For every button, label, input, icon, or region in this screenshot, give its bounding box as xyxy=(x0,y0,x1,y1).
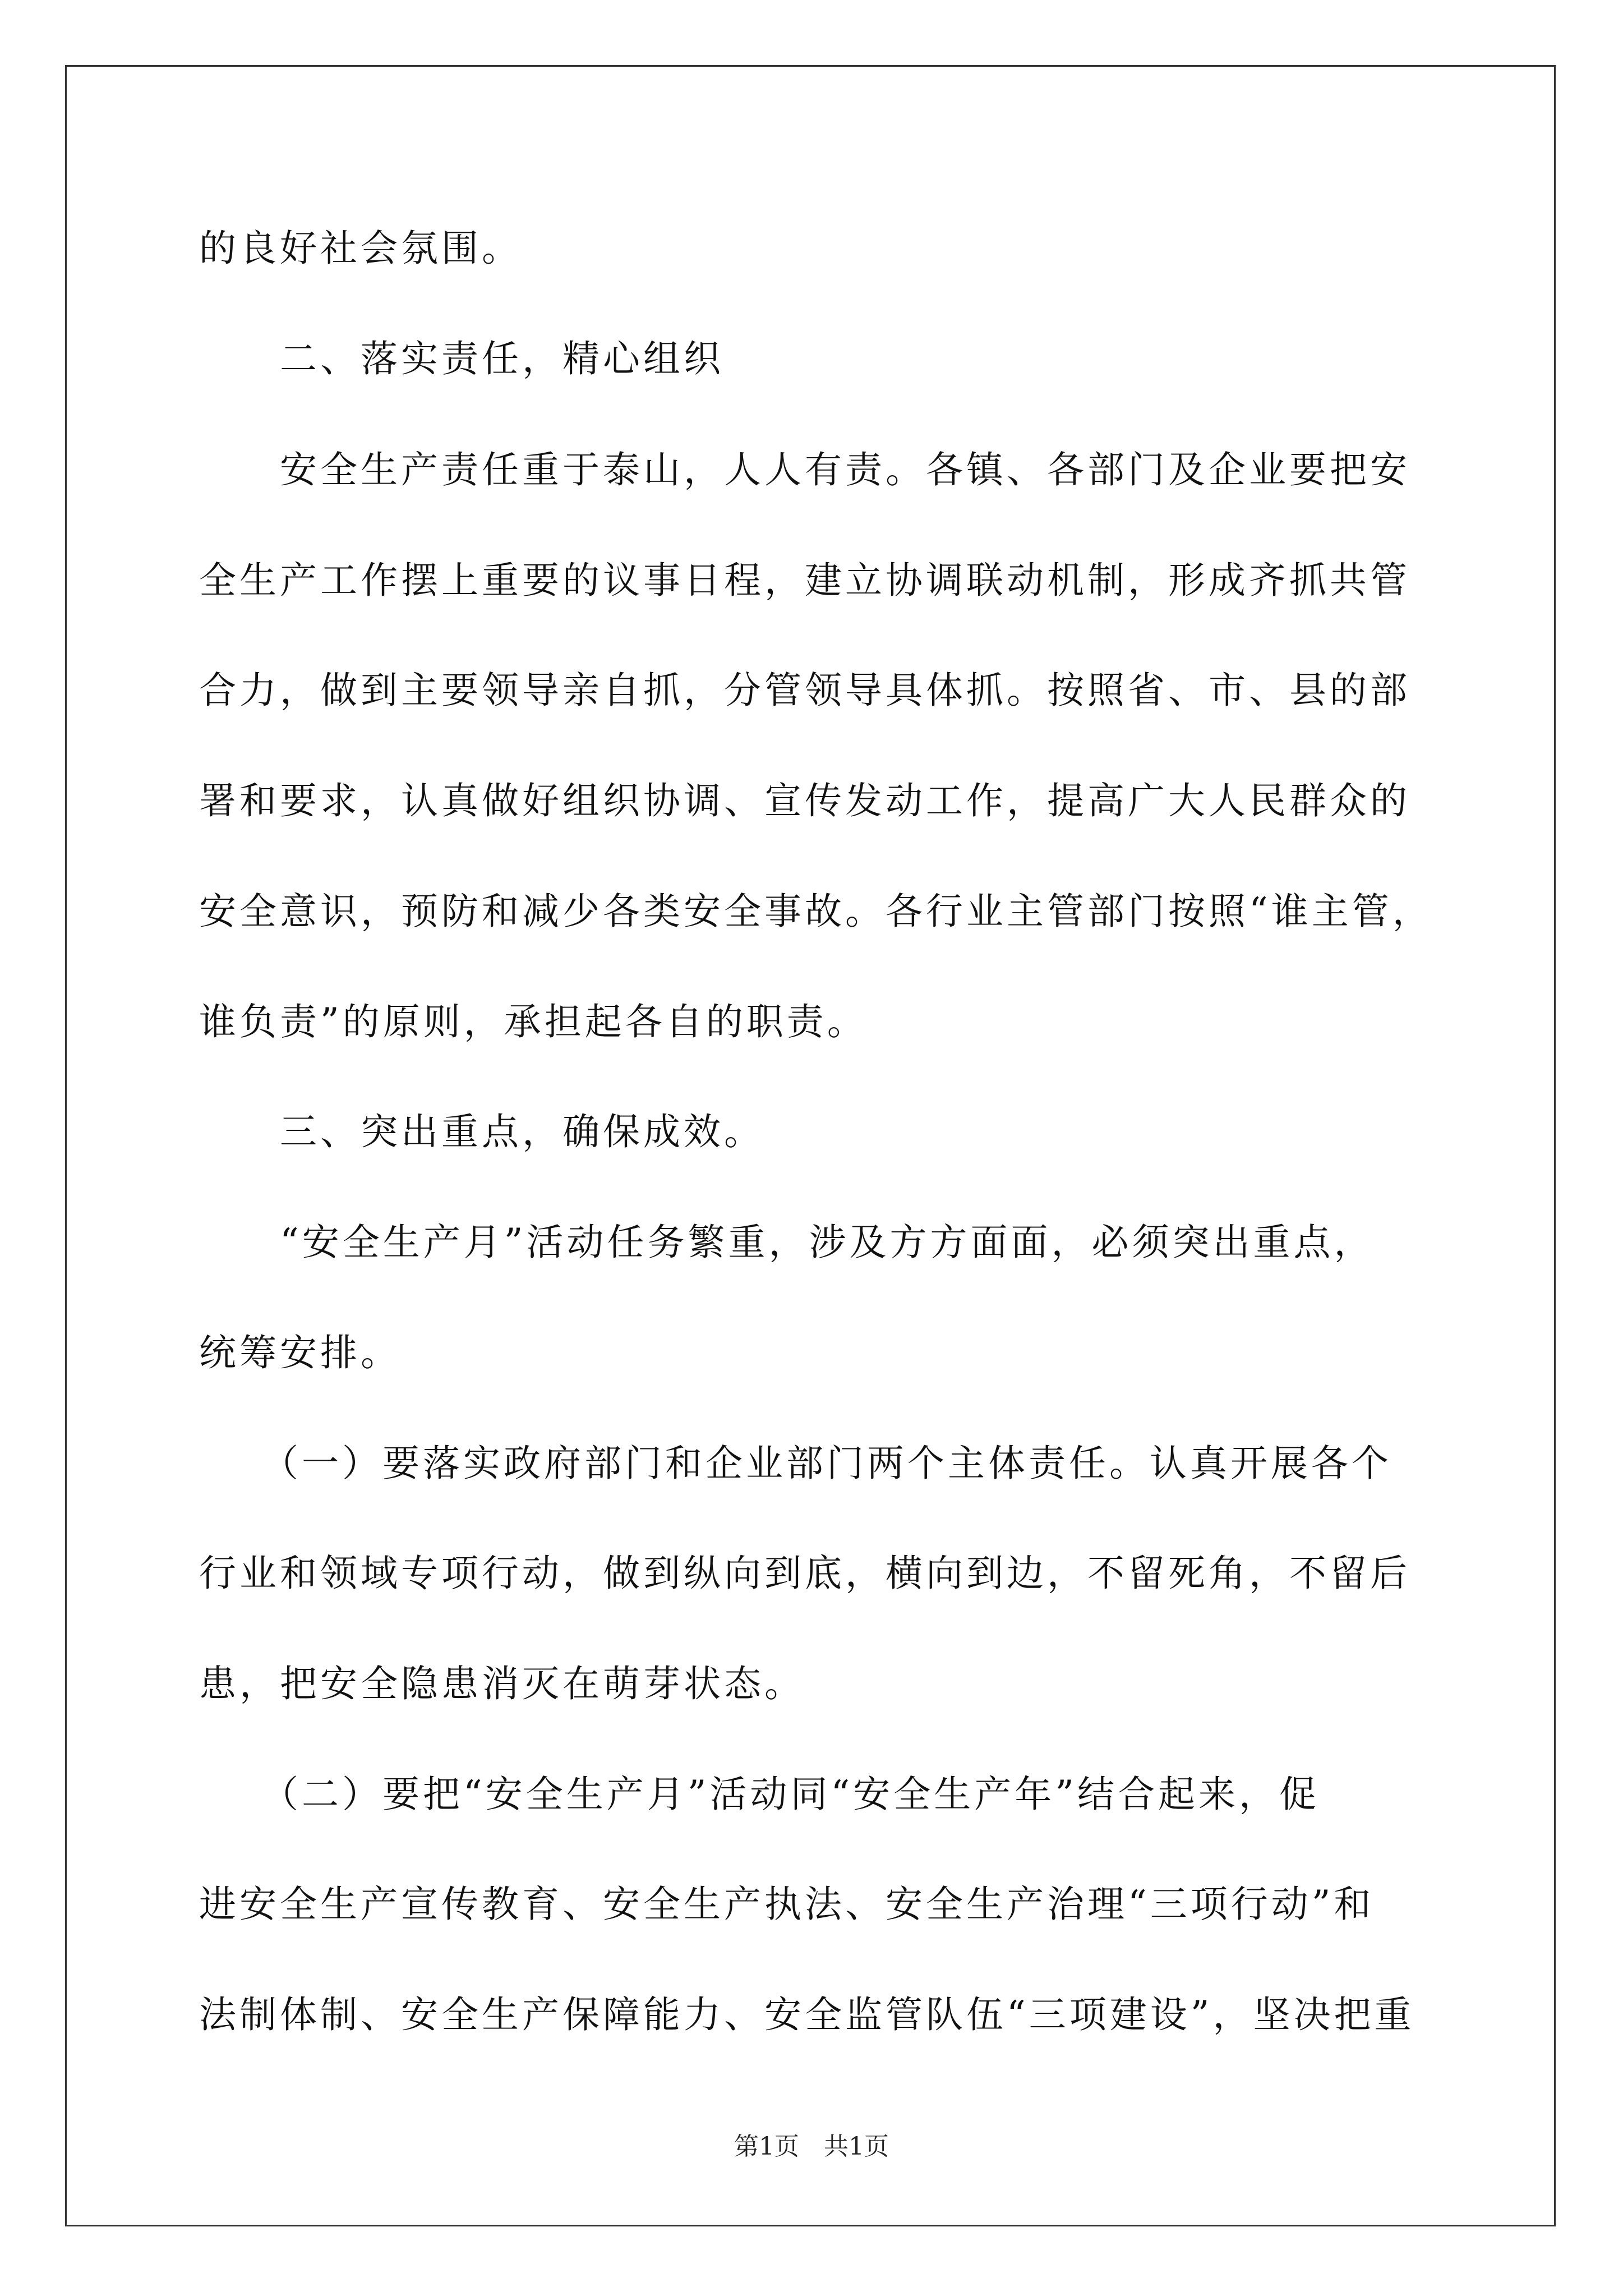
page-footer: 第1页 共1页 xyxy=(734,2132,889,2161)
text-line: 谁负责”的原则，承担起各自的职责。 xyxy=(199,1000,868,1043)
text-line: 全生产工作摆上重要的议事日程，建立协调联动机制，形成齐抓共管 xyxy=(199,559,1410,602)
text-line: 署和要求，认真做好组织协调、宣传发动工作，提高广大人民群众的 xyxy=(199,779,1410,822)
section-heading: 二、落实责任，精心组织 xyxy=(199,337,724,380)
text-line: 安全意识，预防和减少各类安全事故。各行业主管部门按照“谁主管， xyxy=(199,890,1433,933)
text-line: 合力，做到主要领导亲自抓，分管领导具体抓。按照省、市、县的部 xyxy=(199,669,1410,712)
text-line: 患，把安全隐患消灭在萌芽状态。 xyxy=(199,1662,805,1705)
text-line: （二）要把“安全生产月”活动同“安全生产年”结合起来，促 xyxy=(199,1773,1320,1816)
text-line: （一）要落实政府部门和企业部门两个主体责任。认真开展各个 xyxy=(199,1442,1392,1485)
text-line: 安全生产责任重于泰山，人人有责。各镇、各部门及企业要把安 xyxy=(199,448,1410,491)
section-heading: 三、突出重点，确保成效。 xyxy=(199,1110,764,1153)
text-line: 法制体制、安全生产保障能力、安全监管队伍“三项建设”，坚决把重 xyxy=(199,1993,1415,2036)
text-line: 进安全生产宣传教育、安全生产执法、安全生产治理“三项行动”和 xyxy=(199,1883,1375,1926)
text-line: 的良好社会氛围。 xyxy=(199,227,522,270)
text-line: 统筹安排。 xyxy=(199,1331,401,1374)
text-line: “安全生产月”活动任务繁重，涉及方方面面，必须突出重点， xyxy=(199,1221,1375,1264)
text-line: 行业和领域专项行动，做到纵向到底，横向到边，不留死角，不留后 xyxy=(199,1552,1410,1595)
